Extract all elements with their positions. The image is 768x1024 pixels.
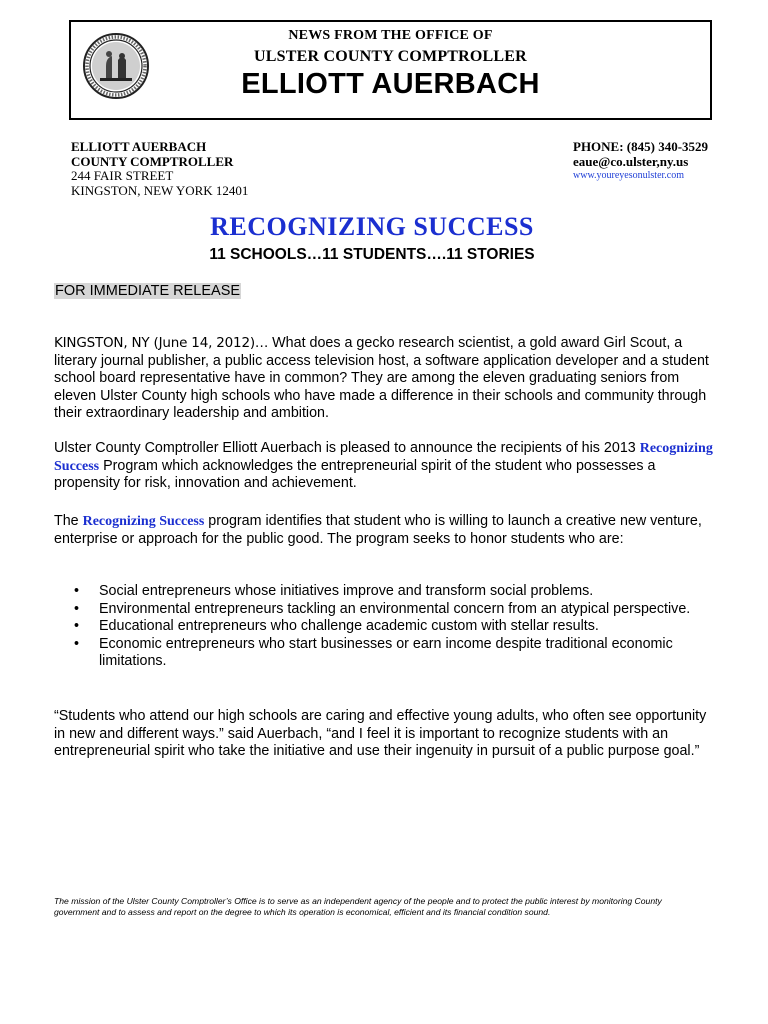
list-item <box>74 583 714 601</box>
program-name: Recognizing Success <box>54 441 713 474</box>
bullet-dot: • <box>74 600 80 617</box>
paragraph-program-before: The <box>54 513 83 529</box>
list-item <box>74 636 714 671</box>
paragraph-intro <box>54 335 714 423</box>
headline: RECOGNIZING SUCCESS <box>210 212 534 241</box>
quote-text: “Students who attend our high schools are caring and effective young adults, who often see opportunity in new and different ways.” said Auerbach, “and I feel it is important to recognize students with an entrepreneurial spirit who take the initiative and use their ingenuity in pursuit of a public purpose goal.” <box>54 708 707 759</box>
dateline: KINGSTON, NY (June 14, 2012)… <box>54 335 269 351</box>
contact-city: KINGSTON, NEW YORK 12401 <box>71 182 249 198</box>
mission-footer: The mission of the Ulster County Comptroller’s Office is to serve as an independent agency of the people and to protect the public interest by monitoring County government and to assess and report on the degree to which its operation is economical, efficient and its financial condition sound. <box>54 896 662 917</box>
paragraph-announcement <box>54 440 714 493</box>
subheadline: 11 SCHOOLS…11 STUDENTS….11 STORIES <box>209 246 535 263</box>
paragraph-program <box>54 513 714 548</box>
letterhead-name: ELLIOTT AUERBACH <box>241 68 540 100</box>
letterhead-office-line: NEWS FROM THE OFFICE OF <box>288 28 493 43</box>
paragraph-announcement-after: Program which acknowledges the entrepreneurial spirit of the student who possesses a propensity for risk, innovation and achievement. <box>54 457 656 491</box>
contact-name: ELLIOTT AUERBACH <box>71 139 207 154</box>
contact-website-link[interactable]: www.youreyesonulster.com <box>573 170 684 181</box>
paragraph-announcement-before: Ulster County Comptroller Elliott Auerbach is pleased to announce the recipients of his 2013 <box>54 440 640 456</box>
contact-title: COUNTY COMPTROLLER <box>71 153 234 169</box>
list-item <box>74 601 714 619</box>
contact-email[interactable]: eaue@co.ulster,ny.us <box>573 153 689 169</box>
list-item-text: Educational entrepreneurs who challenge academic custom with stellar results. <box>99 618 599 634</box>
letterhead-box <box>69 20 712 120</box>
contact-address-block <box>71 140 248 198</box>
contact-info-block <box>573 140 708 184</box>
program-name: Recognizing Success <box>82 514 205 529</box>
paragraph-program-after: program identifies that student who is willing to launch a creative new venture, enterprise or approach for the public good. The program seeks to honor students who are: <box>54 513 702 547</box>
release-label: FOR IMMEDIATE RELEASE <box>55 283 241 299</box>
quote-paragraph <box>54 708 714 761</box>
list-item-text: Economic entrepreneurs who start businesses or earn income despite traditional economic limitations. <box>99 635 673 669</box>
bullet-dot: • <box>74 583 80 599</box>
list-item-text: Social entrepreneurs whose initiatives improve and transform social problems. <box>99 583 594 599</box>
bullet-dot: • <box>74 635 80 652</box>
paragraph-intro-text: What does a gecko research scientist, a gold award Girl Scout, a literary journal publisher, a public access television host, a software application developer and a student school board representative have in common? They are among the eleven graduating seniors from eleven Ulster County high schools who have made a difference in their schools and community through their extraordinary leadership and ambition. <box>54 335 709 421</box>
contact-street: 244 FAIR STREET <box>71 168 174 183</box>
bullet-dot: • <box>74 618 80 634</box>
list-item-text: Environmental entrepreneurs tackling an environmental concern from an atypical perspective. <box>99 600 691 617</box>
letterhead-department: ULSTER COUNTY COMPTROLLER <box>254 48 527 65</box>
bullet-list <box>74 583 714 671</box>
contact-phone: PHONE: (845) 340-3529 <box>573 139 709 154</box>
list-item <box>74 618 714 636</box>
